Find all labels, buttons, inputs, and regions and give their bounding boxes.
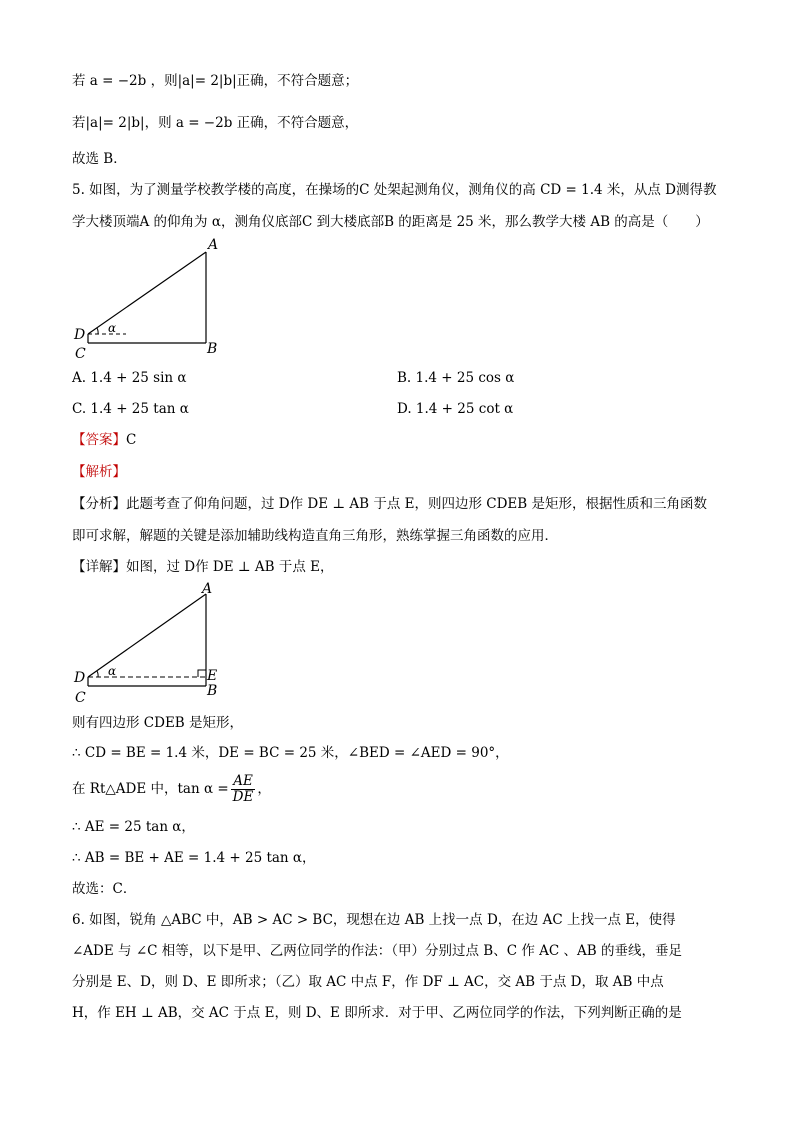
answer-tag: 【答案】 [72,432,126,448]
text-line: ∴ AE = 25 tan α， [72,819,195,835]
figure-2 [68,578,228,708]
line-da [88,252,206,334]
label-b: B [207,683,218,699]
fenxi-tag: 【分析】 [72,496,126,512]
label-b: B [207,341,218,357]
xiangjie-line [72,558,333,576]
label-c: C [75,690,86,706]
option-a: A. 1.4 + 25 sin α [72,370,187,386]
label-alpha: α [108,321,117,335]
text-line: 则有四边形 CDEB 是矩形， [72,715,244,731]
question-5-line2: 学大楼顶端A 的仰角为 α，测角仪底部C 到大楼底部B 的距离是 25 米，那么教学大楼 AB 的高是（ ） [72,214,709,230]
fenxi-line2: 即可求解，解题的关键是添加辅助线构造直角三角形，熟练掌握三角函数的应用． [72,528,558,544]
option-b: B. 1.4 + 25 cos α [397,370,515,386]
analysis-tag: 【解析】 [72,464,126,480]
question-6-line3: 分别是 E、D，则 D、E 即所求；（乙）取 AC 中点 F，作 DF ⊥ AC，交 AB 于点 D，取 AB 中点 [72,974,664,990]
analysis-line [72,463,126,481]
text-line: ∴ AB = BE + AE = 1.4 + 25 tan α， [72,850,316,866]
text-line: 故选 B． [72,151,127,167]
xiangjie-tag: 【详解】 [72,559,126,575]
fenxi-text: 此题考查了仰角问题，过 D作 DE ⊥ AB 于点 E，则四边形 CDEB 是矩形，根据性质和三角函数 [126,496,707,512]
right-angle-mark [198,670,206,677]
text-line: 若 a = −2b ，则|a|= 2|b|正确，不符合题意； [72,73,359,89]
tan-line [72,768,271,810]
fraction-numerator: AE [231,774,256,790]
text-line: 故选：C． [72,881,137,897]
option-d: D. 1.4 + 25 cot α [397,401,514,417]
fraction [231,774,256,805]
question-5-line1: 5. 如图，为了测量学校教学楼的高度，在操场的C 处架起测角仪，测角仪的高 CD = 1.4 米，从点 D测得教 [72,182,717,198]
question-6-line4: H，作 EH ⊥ AB，交 AC 于点 E，则 D、E 即所求．对于甲、乙两位同学的作法，下列判断正确的是 [72,1005,682,1021]
label-d: D [74,327,86,343]
answer-line [72,431,136,449]
tan-suffix: ， [257,781,271,797]
answer-value: C [126,432,137,448]
text-line: ∴ CD = BE = 1.4 米，DE = BC = 25 米，∠BED = ∠AED = 90°， [72,745,509,761]
label-d: D [74,670,86,686]
tan-prefix: 在 Rt△ADE 中，tan α = [72,781,229,797]
angle-arc [97,671,98,677]
label-c: C [75,346,86,362]
fraction-denominator: DE [232,789,254,805]
question-6-line2: ∠ADE 与 ∠C 相等，以下是甲、乙两位同学的作法：（甲）分别过点 B、C 作 AC 、AB 的垂线，垂足 [72,943,682,959]
text-line: 若|a|= 2|b|，则 a = −2b 正确，不符合题意， [72,115,359,131]
label-a: A [208,237,219,253]
xiangjie-text: 如图，过 D作 DE ⊥ AB 于点 E， [126,559,334,575]
angle-arc [97,328,98,334]
option-c: C. 1.4 + 25 tan α [72,401,189,417]
label-alpha: α [108,664,117,678]
label-a: A [202,581,213,597]
question-6-line1: 6. 如图，锐角 △ABC 中，AB > AC > BC，现想在边 AB 上找一点 D，在边 AC 上找一点 E，使得 [72,912,676,928]
label-e: E [207,668,218,684]
fenxi-line1 [72,495,707,513]
figure-1 [68,236,228,364]
line-da [88,594,206,677]
